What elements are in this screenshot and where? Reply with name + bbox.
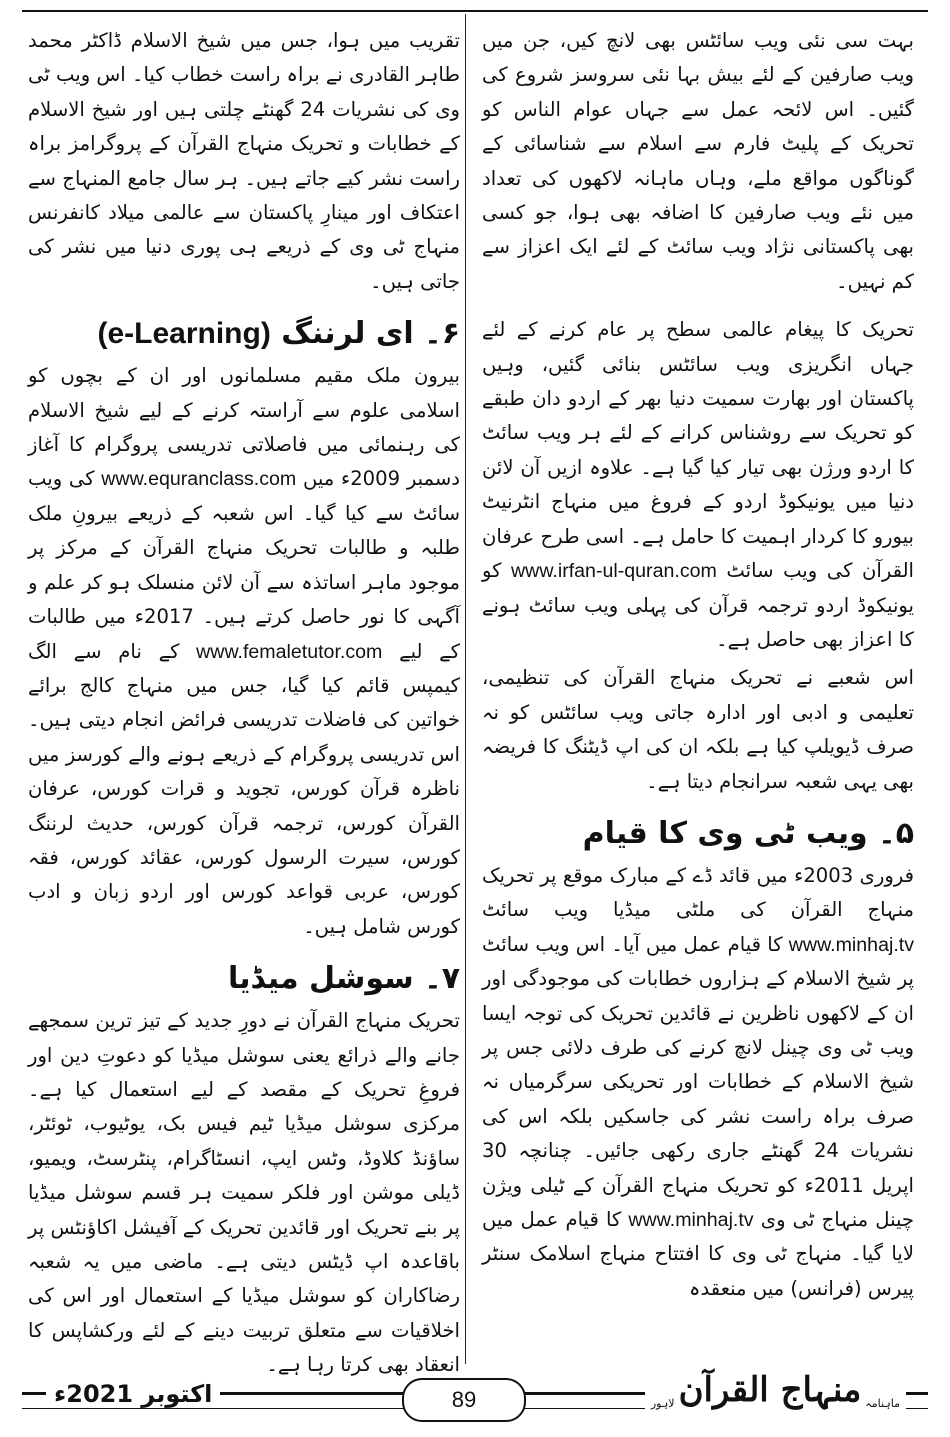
masthead-city: لاہور: [650, 1397, 675, 1410]
paragraph-text: کو یونیکوڈ اردو ترجمہ قرآن کی پہلی ویب سائٹ ہونے کا اعزاز بھی حاصل ہے۔: [482, 559, 914, 651]
paragraph: بہت سی نئی ویب سائٹس بھی لانچ کیں، جن میں ویب صارفین کے لئے بیش بہا نئی سروسز شروع کی گئیں۔ اس لائحہ عمل سے جہاں عوام الناس کو تحریک کے پلیٹ فارم سے اسلام سے شناسائی کے گوناگوں مواقع ملے، وہاں ماہانہ لاکھوں کی تعداد میں نئے ویب صارفین کا اضافہ بھی ہوا، جو کسی بھی پاکستانی نژاد ویب سائٹ کے لئے ایک اعزاز سے کم نہیں۔: [482, 29, 914, 293]
section-heading-7: ۷۔ سوشل میڈیا: [227, 961, 460, 997]
left-column: [27, 24, 461, 1377]
paragraph: [482, 313, 914, 657]
website-link: www.minhaj.tv: [788, 933, 914, 956]
section-title: ای لرننگ: [281, 316, 414, 352]
paragraph-text: کے نام سے الگ کیمپس قائم کیا گیا، جس میں منہاج کالج برائے خواتین کی فاضلات تدریسی فرائض انجام دیتی ہیں۔ اس تدریسی پروگرام کے ذریعے ہونے والے کورسز میں ناظرہ قرآن کورس، تجوید و قرات کورس، عرفان القرآن کورس، ترجمہ قرآن کورس، حدیث لرننگ کورس، سیرت الرسول کورس، عقائد کورس، فقہ کورس، عربی قواعد کورس اور اردو زبان و ادب کورس شامل ہیں۔: [28, 639, 460, 938]
right-column: [482, 24, 914, 1349]
masthead-logo: [645, 1370, 906, 1410]
section-heading-6: ۶۔ ای لرننگ (e-Learning): [97, 316, 460, 352]
paragraph-text: کی ویب سائٹ سے کیا گیا۔ اس شعبہ کے ذریعے بیرونِ ملک طلبہ و طالبات تحریک منہاج القرآن کے مرکز پر موجود ماہر اساتذہ سے آن لائن منسلک ہو کر علم و آگہی کا نور حاصل کرتے ہیں۔ 2017ء میں طالبات کے لیے: [28, 467, 460, 663]
top-rule: [22, 10, 928, 12]
paragraph: تحریک منہاج القرآن نے دورِ جدید کے تیز ترین سمجھے جانے والے ذرائع یعنی سوشل میڈیا کو دعوتِ دین اور فروغِ تحریک کے مقصد کے لیے استعمال کیا ہے۔ مرکزی سوشل میڈیا ٹیم فیس بک، یوٹیوب، ٹوئٹر، ساؤنڈ کلاوڈ، وٹس ایپ، انسٹاگرام، پنٹرسٹ، ویمیو، ڈیلی موشن اور فلکر سمیت ہر قسم سوشل میڈیا پر بنے تحریک اور قائدین تحریک کے آفیشل اکاؤنٹس پر باقاعدہ اپ ڈیٹس دیتی ہے۔ ماضی میں یہ شعبہ رضاکاران کو سوشل میڈیا کے استعمال اور اس کی اخلاقیات سے متعلق تربیت دینے کے لئے ورکشاپس کا انعقاد بھی کرتا رہا ہے۔: [28, 1009, 460, 1377]
paragraph-text: فروری 2003ء میں قائد ڈے کے مبارک موقع پر تحریک منہاج القرآن کی ملٹی میڈیا ویب سائٹ: [482, 863, 914, 922]
website-link: www.femaletutor.com: [196, 640, 383, 663]
paragraph-text: کا قیام عمل میں لایا گیا۔ منہاج ٹی وی کا افتتاح منہاج اسلامک سنٹر پیرس (فرانس) میں منعقدہ: [482, 1208, 914, 1300]
website-link: www.irfan-ul-quran.com: [511, 560, 717, 583]
paragraph-text: کا قیام عمل میں آیا۔ اس ویب سائٹ پر شیخ الاسلام کے ہزاروں خطابات کی موجودگی اور ان کے لاکھوں ناظرین نے قائدین تحریک کی توجہ ایسا ویب ٹی وی چینل لانچ کرنے کی طرف دلائی جس پر شیخ الاسلام کے خطابات اور تحریکی سرگرمیاں نہ صرف براہ راست نشر کی جاسکیں بلکہ اس کی نشریات 24 گھنٹے جاری رکھی جائیں۔ چنانچہ 30 اپریل 2011ء کو تحریک منہاج القرآن کے ٹیلی ویژن چینل منہاج ٹی وی: [482, 932, 915, 1231]
section-number: ۷: [441, 961, 460, 997]
page-footer: [22, 1370, 928, 1426]
paragraph: اس شعبے نے تحریک منہاج القرآن کی تنظیمی، تعلیمی و ادبی اور ادارہ جاتی ویب سائٹس کو نہ صرف ڈیویلپ کیا ہے بلکہ ان کی اپ ڈیٹنگ کا فریضہ بھی یہی شعبہ سرانجام دیتا ہے۔: [482, 666, 914, 793]
paragraph-text: بیرون ملک مقیم مسلمانوں اور ان کے بچوں کو اسلامی علوم سے آراستہ کرنے کے لیے شیخ الاسلام کی رہنمائی میں فاصلاتی تدریسی پروگرام کا آغاز دسمبر 2009ء میں: [28, 364, 461, 491]
column-divider: [465, 14, 466, 1364]
page-number: 89: [402, 1378, 526, 1422]
section-title: سوشل میڈیا: [227, 961, 414, 997]
paragraph: [482, 859, 914, 1306]
paragraph: [28, 359, 460, 944]
paragraph: تقریب میں ہوا، جس میں شیخ الاسلام ڈاکٹر محمد طاہر القادری نے براہ راست خطاب کیا۔ اس ویب ٹی وی کی نشریات 24 گھنٹے چلتی ہیں اور شیخ الاسلام کے خطابات و تحریک منہاج القرآن کے پروگرامز براہ راست نشر کیے جاتے ہیں۔ ہر سال جامع المنہاج سے اعتکاف اور مینارِ پاکستان سے عالمی میلاد کانفرنس منہاج ٹی وی کے ذریعے ہی پوری دنیا میں نشر کی جاتی ہیں۔: [27, 29, 460, 293]
masthead-title: منہاج القرآن: [678, 1370, 862, 1410]
section-title-english: (e-Learning): [97, 317, 271, 351]
section-number: ۶: [441, 316, 460, 352]
section-heading-5: ۵۔ ویب ٹی وی کا قیام: [582, 815, 914, 851]
masthead-monthly: ماہنامہ: [865, 1397, 900, 1410]
website-link: www.minhaj.tv: [628, 1209, 754, 1231]
paragraph-text: تحریک کا پیغام عالمی سطح پر عام کرنے کے لئے جہاں انگریزی ویب سائٹس بنائی گئیں، وہیں پاکستان اور بھارت سمیت دنیا بھر کے اردو دان طبقے کو تحریک سے روشناس کرانے کے لئے ہر ویب سائٹ کا اردو ورژن بھی تیار کیا گیا ہے۔ علاوہ ازیں آن لائن دنیا میں یونیکوڈ اردو کے فروغ میں منہاج انٹرنیٹ بیورو کا کردار اہمیت کا حامل ہے۔ اسی طرح عرفان القرآن کی ویب سائٹ: [482, 318, 914, 583]
section-title: ویب ٹی وی کا قیام: [582, 815, 868, 851]
issue-date: اکتوبر 2021ء: [46, 1380, 220, 1408]
website-link: www.equranclass.com: [101, 468, 297, 491]
section-number: ۵: [895, 815, 914, 851]
